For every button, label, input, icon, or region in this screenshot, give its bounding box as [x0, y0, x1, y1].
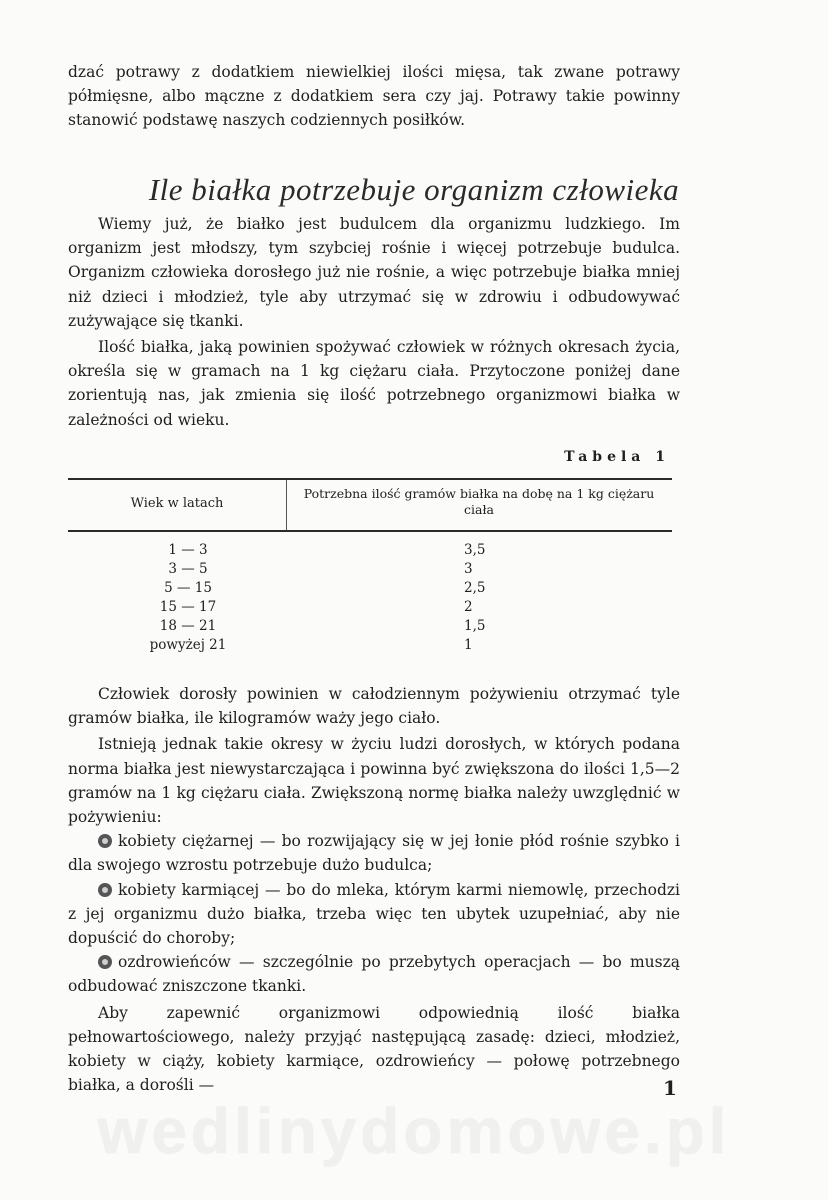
table-body	[68, 542, 672, 656]
paragraph-protein-building: Wiemy już, że białko jest budulcem dla organizmu ludzkiego. Im organizm jest młodszy, tym szybciej rośnie i więcej potrzebuje budulca. Organizm człowieka dorosłego już nie rośnie, a więc potrzebuje białka mniej niż dzieci i młodzież, tyle aby utrzymać się w zdrowiu i odbudowywać zużywające się tkanki.	[68, 215, 680, 330]
bullet-item	[68, 950, 680, 998]
table-header-age: Wiek w latach	[130, 496, 224, 511]
bottom-paragraphs	[68, 682, 680, 1097]
table-row	[68, 618, 672, 637]
table-cell-age: powyżej 21	[149, 637, 227, 653]
paragraph-protein-amount: Ilość białka, jaką powinien spożywać człowiek w różnych okresach życia, określa się w gramach na 1 kg ciężaru ciała. Przytoczone poniżej dane zorientują nas, jak zmienia się ilość potrzebnego organizmowi białka w zależności od wieku.	[68, 338, 680, 429]
bullet-item	[68, 878, 680, 951]
top-paragraphs	[68, 212, 680, 432]
table-cell-value: 1,5	[464, 618, 486, 634]
intro-paragraph: dzać potrawy z dodatkiem niewielkiej ilości mięsa, tak zwane potrawy półmięsne, albo mączne z dodatkiem sera czy jaj. Potrawy takie powinny stanowić podstawę naszych codziennych posiłków.	[68, 63, 680, 130]
table-cell-age: 18 — 21	[159, 618, 217, 634]
table-cell-age: 3 — 5	[168, 561, 208, 577]
page-number: 1	[663, 1076, 677, 1100]
table-column-divider	[286, 480, 287, 530]
section-title: Ile białka potrzebuje organizm człowieka	[148, 172, 680, 207]
table-cell-value: 2	[464, 599, 473, 615]
bullet-text: kobiety ciężarnej — bo rozwijający się w jej łonie płód rośnie szybko i dla swojego wzrostu potrzebuje dużo budulca;	[68, 832, 680, 875]
table-row	[68, 542, 672, 561]
paragraph-increased-norm: Istnieją jednak takie okresy w życiu ludzi dorosłych, w których podana norma białka jest niewystarczająca i powinna być zwiększona do ilości 1,5—2 gramów na 1 kg ciężaru ciała. Zwiększoną normę białka należy uwzględnić w pożywieniu:	[68, 735, 680, 827]
table-cell-age: 15 — 17	[159, 599, 217, 615]
paragraph-principle: Aby zapewnić organizmowi odpowiednią ilość białka pełnowartościowego, należy przyjąć następującą zasadę: dzieci, młodzież, kobiety w ciąży, kobiety karmiące, ozdrowieńcy — połowę potrzebnego białka, a dorośli —	[68, 1003, 680, 1095]
bullet-icon	[98, 883, 112, 897]
intro-block	[68, 60, 680, 133]
table-cell-value: 1	[464, 637, 473, 653]
table-cell-value: 2,5	[464, 580, 486, 596]
table-row	[68, 580, 672, 599]
table-cell-age: 1 — 3	[168, 542, 208, 558]
table-header-rule	[68, 530, 672, 532]
watermark: wedlinydomowe.pl	[97, 1095, 731, 1167]
bullet-item	[68, 829, 680, 877]
table-cell-value: 3	[464, 561, 473, 577]
table-top-rule	[68, 478, 672, 480]
bullet-text: ozdrowieńców — szczególnie po przebytych operacjach — bo muszą odbudować zniszczone tkanki.	[68, 953, 680, 996]
bullet-icon	[98, 955, 112, 969]
table-row	[68, 599, 672, 618]
table-row	[68, 637, 672, 656]
table-cell-value: 3,5	[464, 542, 486, 558]
bullet-icon	[98, 834, 112, 848]
table-label: Tabela 1	[564, 449, 670, 465]
protein-table	[68, 478, 672, 656]
table-cell-age: 5 — 15	[164, 580, 212, 596]
table-header-protein: Potrzebna ilość gramów białka na dobę na 1 kg ciężaru ciała	[303, 486, 655, 517]
bullet-text: kobiety karmiącej — bo do mleka, którym karmi niemowlę, przechodzi z jej organizmu dużo białka, trzeba więc ten ubytek uzupełniać, aby nie dopuścić do choroby;	[68, 880, 680, 948]
paragraph-adult-norm: Człowiek dorosły powinien w całodziennym pożywieniu otrzymać tyle gramów białka, ile kilogramów waży jego ciało.	[68, 685, 680, 728]
table-row	[68, 561, 672, 580]
